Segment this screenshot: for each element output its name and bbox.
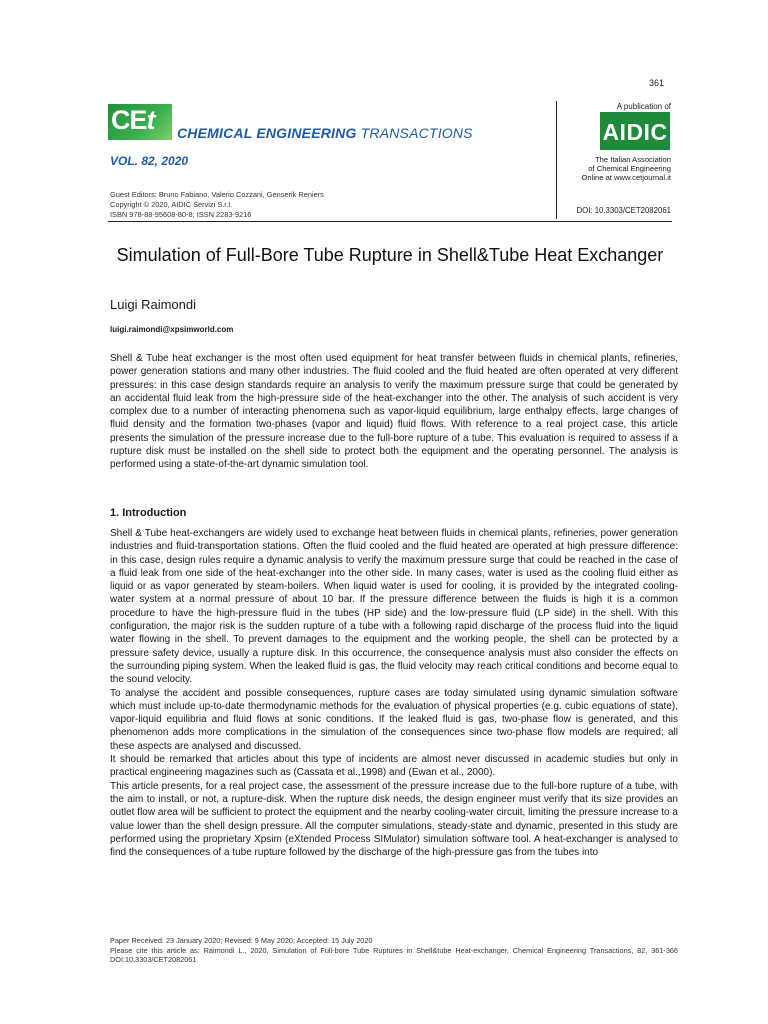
section-heading-introduction: 1. Introduction bbox=[110, 507, 187, 519]
cet-logo-t: t bbox=[146, 105, 155, 135]
isbn: ISBN 978-88-95608-80-8; ISSN 2283-9216 bbox=[110, 210, 252, 219]
cet-logo[interactable] bbox=[108, 104, 172, 140]
intro-paragraph: It should be remarked that articles about this type of incidents are almost never discussed in academic studies but only in practical engineering magazines such as (Cassata et al.,1998) and (Ewan et al., 2000). bbox=[110, 754, 678, 779]
association-line1: The Italian Association bbox=[595, 155, 671, 164]
page-footer bbox=[110, 936, 678, 965]
aidic-logo-text: AIDIC bbox=[602, 119, 668, 145]
journal-name bbox=[177, 125, 473, 141]
received-dates: Paper Received: 23 January 2020; Revised: 9 May 2020; Accepted: 15 July 2020 bbox=[110, 936, 373, 945]
online-link[interactable]: Online at www.cetjournal.it bbox=[581, 173, 671, 182]
author-name: Luigi Raimondi bbox=[110, 297, 196, 312]
intro-paragraph: Shell & Tube heat-exchangers are widely used to exchange heat between fluids in chemical plants, refineries, power generation industries and fluid-transportation stations. Often the fluid cooled and the fluid heated are operated at high pressure difference: in this case, design rules require a dynamic analysis to verify the maximum pressure surge that could be reached in the case of a fluid leak from one side of the heat-exchanger into the other side. In many cases, water is used as the cooling fluid either as liquid or as vapor generated by steam-boilers. When liquid water is used for cooling, it is provided by the integrated cooling-water system at a normal pressure of about 10 bar. If the pressure difference between the fluids is high it is a common procedure to have the high-pressure fluid in the tubes (HP side) and the low-pressure fluid (LP side) in the shell. With this configuration, the major risk is the sudden rupture of a tube with a following rapid discharge of the process fluid into the liquid water flowing in the shell. To prevent damages to the equipment and the working people, the shell can be protected by a pressure safety device, usually a rupture disk. In this occurrence, the consequence analysis must also consider the effects on the surrounding piping system. When the leaked fluid is gas, the fluid velocity may reach critical conditions and become equal to the sound velocity. bbox=[110, 528, 678, 686]
intro-paragraph: This article presents, for a real project case, the assessment of the pressure increase due to the full-bore rupture of a tube, with the aim to install, or not, a rupture-disk. When the rupture disk needs, the design engineer must verify that its size provides an outlet flow area will be sufficient to protect the equipment and the nearby cooling-water circuit, limiting the pressure increase to a value lower than the shell design pressure. All the computer simulations, steady-state and dynamic, presented in this study are performed using the proprietary Xpsim (eXtended Process SIMulator) simulation software tool. A heat-exchanger is analysed to find the consequences of a tube rupture followed by the discharge of the high-pressure gas from the tubes into bbox=[110, 780, 678, 859]
author-email[interactable]: luigi.raimondi@xpsimworld.com bbox=[110, 325, 234, 334]
volume: VOL. 82, 2020 bbox=[110, 154, 189, 168]
publication-meta bbox=[110, 190, 324, 220]
journal-name-rest: TRANSACTIONS bbox=[360, 125, 473, 141]
doi[interactable]: DOI: 10.3303/CET2082061 bbox=[576, 206, 671, 215]
introduction-body bbox=[110, 527, 678, 859]
abstract: Shell & Tube heat exchanger is the most often used equipment for heat transfer between fluids in chemical plants, refineries, power generation stations and many other industries. The fluid cooled and the fluid heated are often operated at very different pressures: in this case design standards require an analysis to verify the maximum pressure surge that could be generated by an accidental fluid leak from the high-pressure side of the heat-exchanger into the other. The analysis of such accident is very complex due to a number of interacting phenomena such as vapor-liquid equilibrium, large enthalpy effects, large changes of fluid density and the formation two-phases (vapor and liquid) fluid flows. With reference to a real project case, this article presents the simulation of the pressure increase due to the full-bore rupture of a tube. This evaluation is required to assess if a rupture disk must be installed on the shell side to protect both the equipment and the operating personnel. The analysis is performed using a state-of-the-art dynamic simulation tool. bbox=[110, 353, 678, 471]
association-info bbox=[582, 155, 671, 182]
header-divider bbox=[108, 221, 672, 222]
header-divider-vertical bbox=[556, 101, 557, 219]
intro-paragraph: To analyse the accident and possible consequences, rupture cases are today simulated using dynamic simulation software which must include up-to-date thermodynamic methods for the evaluation of physical properties (e.g. cubic equations of state), vapor-liquid equilibria and fluid flows at sonic conditions. If the leaked fluid is gas, two-phase flow is generated, and this phenomenon adds more complications in the simulation of the consequences since two-phase flow models are required; all these aspects are analysed and discussed. bbox=[110, 687, 678, 752]
journal-name-bold: CHEMICAL ENGINEERING bbox=[177, 125, 357, 141]
publication-of: A publication of bbox=[616, 102, 671, 111]
guest-editors: Guest Editors: Bruno Fabiano, Valerio Cozzani, Genserik Reniers bbox=[110, 190, 324, 199]
cet-logo-text bbox=[111, 105, 155, 136]
association-line2: of Chemical Engineering bbox=[588, 164, 671, 173]
citation: Please cite this article as: Raimondi L., 2020, Simulation of Full-bore Tube Ruptures in Shell&tube Heat-exchanger, Chemical Engineering Transactions, 82, 361-366 DOI:10.3303/CET2082061 bbox=[110, 945, 678, 964]
article-title: Simulation of Full-Bore Tube Rupture in Shell&Tube Heat Exchanger bbox=[116, 245, 664, 265]
copyright: Copyright © 2020, AIDIC Servizi S.r.l. bbox=[110, 200, 233, 209]
page-number: 361 bbox=[648, 78, 664, 88]
aidic-logo[interactable] bbox=[600, 112, 670, 150]
cet-logo-letters: CE bbox=[111, 105, 147, 135]
